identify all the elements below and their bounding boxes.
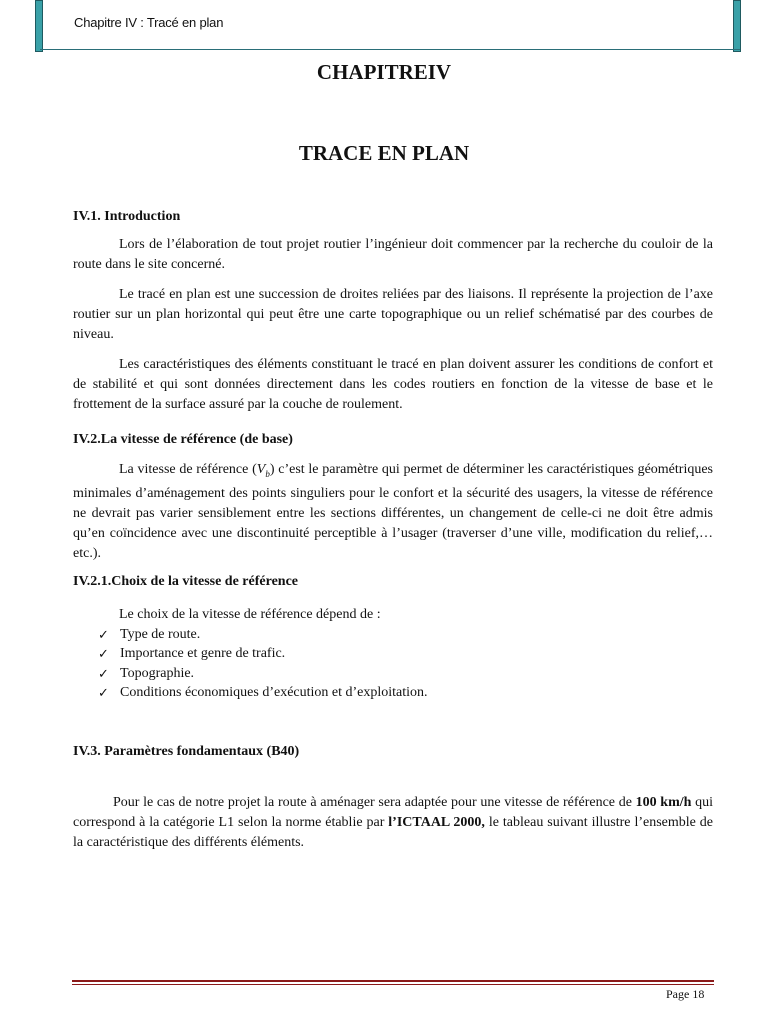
- parametres-text-start: Pour le cas de notre projet la route à aménager sera adaptée pour une vitesse de référence de: [113, 795, 636, 810]
- footer-divider-thin: [72, 984, 714, 985]
- chapter-number: CHAPITREIV: [316, 60, 452, 84]
- norm-name: l’ICTAAL 2000,: [388, 815, 485, 830]
- section-heading-introduction: IV.1. Introduction: [73, 209, 181, 224]
- list-item-text: Importance et genre de trafic.: [120, 646, 286, 662]
- vitesse-paragraph: [73, 460, 713, 564]
- header-right-bar: [733, 0, 741, 52]
- vitesse-text-end: ) c’est le paramètre qui permet de déterminer les caractéristiques géométriques minimales d’aménagement des points singuliers pour le confort et la sécurité des usagers, la vitesse de référence ne devrait pas varier sensiblement entre les sections différentes, un changement de celle-ci ne doit être admis qu’en coïncidence avec une discontinuité perceptible à l’usager (traverser d’une ville, modification du relief,… etc.).: [73, 462, 714, 561]
- check-icon: ✓: [98, 665, 109, 681]
- vitesse-text-start: La vitesse de référence (: [119, 462, 257, 477]
- choix-list: [98, 625, 428, 702]
- section-heading-choix: IV.2.1.Choix de la vitesse de référence: [73, 574, 298, 589]
- check-icon: ✓: [98, 627, 109, 642]
- intro-paragraph-2: Le tracé en plan est une succession de droites reliées par des liaisons. Il représente la projection de l’axe routier sur un plan horizontal qui peut être une carte topographique ou un relief schématisé par des courbes de niveau.: [73, 287, 713, 342]
- section-heading-parametres: IV.3. Paramètres fondamentaux (B40): [73, 744, 300, 759]
- vb-subscript: b: [265, 468, 270, 479]
- intro-paragraph-3: Les caractéristiques des éléments constituant le tracé en plan doivent assurer les conditions de confort et de stabilité et qui sont données directement dans les codes routiers en fonction de la vitesse de base et le frottement de la surface assuré par la couche de roulement.: [73, 357, 713, 412]
- list-item: [98, 683, 428, 702]
- footer-divider-thick: [72, 980, 714, 982]
- parametres-paragraph: [73, 793, 713, 853]
- speed-value: 100 km/h: [635, 795, 692, 810]
- running-header: Chapitre IV : Tracé en plan: [74, 15, 224, 30]
- list-item: [98, 625, 428, 644]
- list-item-text: Conditions économiques d’exécution et d’exploitation.: [120, 684, 428, 700]
- header-left-bar: [35, 0, 43, 52]
- list-item: [98, 664, 428, 683]
- list-item: [98, 644, 428, 663]
- check-icon: ✓: [98, 684, 109, 700]
- choix-intro: Le choix de la vitesse de référence dépend de :: [119, 607, 381, 622]
- vb-symbol: V: [256, 462, 266, 477]
- intro-paragraph-1: Lors de l’élaboration de tout projet routier l’ingénieur doit commencer par la recherche du couloir de la route dans le site concerné.: [73, 237, 713, 272]
- chapter-title: TRACE EN PLAN: [298, 141, 470, 165]
- parametres-text-mid: qui correspond à la catégorie L1 selon la norme établie par: [73, 795, 713, 830]
- section-heading-vitesse: IV.2.La vitesse de référence (de base): [73, 432, 293, 447]
- list-item-text: Topographie.: [120, 665, 195, 681]
- list-item-text: Type de route.: [120, 627, 201, 642]
- parametres-text-end: le tableau suivant illustre l’ensemble de la caractéristique des différents éléments.: [73, 815, 714, 850]
- header-divider: [40, 49, 740, 50]
- check-icon: ✓: [98, 646, 109, 662]
- page-number: Page 18: [666, 987, 705, 1001]
